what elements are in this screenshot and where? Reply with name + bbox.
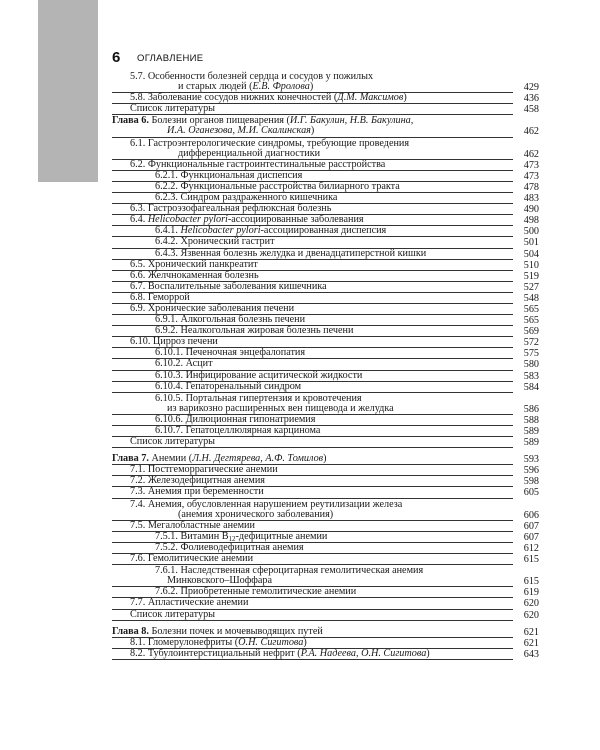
toc-entry [112, 104, 539, 115]
toc-text: 7.7. Апластические анемии [130, 597, 249, 609]
toc-text: и старых людей ( [178, 81, 253, 93]
toc-text: 7.1. Постгеморрагические анемии [130, 464, 278, 476]
page-number: 6 [112, 49, 121, 66]
toc-page-number: 605 [523, 487, 539, 499]
toc-page-number: 473 [523, 159, 539, 171]
toc-page-number: 615 [523, 554, 539, 566]
toc-page-number: 621 [523, 626, 539, 638]
toc-page-number: 565 [523, 303, 539, 315]
toc-text: 6.2.3. Синдром раздраженного кишечника [155, 192, 338, 204]
toc-text: Список литературы [130, 103, 216, 115]
toc-text: Минковского–Шоффара [167, 575, 273, 587]
toc-page-number: 607 [523, 520, 539, 532]
toc-text: 6.4.1. [155, 225, 181, 237]
toc-page-number: 572 [523, 337, 539, 349]
toc-text: 6.2.2. Функциональные расстройства билиарного тракта [155, 180, 400, 192]
toc-page-number: 586 [523, 403, 539, 415]
toc-page-number: 619 [523, 587, 539, 599]
toc-text: из варикозно расширенных вен пищевода и желудка [167, 402, 394, 414]
toc-text: 6.10.6. Дилюционная гипонатриемия [155, 413, 316, 425]
toc-text: 7.4. Анемия, обусловленная нарушением реутилизации железа [130, 498, 403, 510]
toc-text: -дефицитные анемии [235, 530, 328, 542]
toc-entry-title [112, 609, 513, 621]
toc-page-number: 436 [523, 93, 539, 105]
toc-text: 6.10. Цирроз печени [130, 336, 218, 348]
toc-text: -ассоциированные заболевания [227, 214, 364, 226]
toc-text: дифференциальной диагностики [178, 147, 321, 159]
toc-page-number: 500 [523, 226, 539, 238]
toc-entry-title [112, 486, 513, 498]
gray-thumb-tab [38, 0, 98, 182]
toc-text: Список литературы [130, 436, 216, 448]
toc-text: 6.1. Гастроэнтерологические синдромы, требующие проведения [130, 137, 410, 149]
toc-text: 6.5. Хронический панкреатит [130, 258, 258, 270]
toc-text: 7.6.1. Наследственная сфероцитарная гемолитическая анемия [155, 565, 424, 577]
toc-page-number: 615 [523, 576, 539, 588]
toc-page-number: 575 [523, 348, 539, 360]
toc-page-number: 612 [523, 542, 539, 554]
toc-text: 7.5. Мегалобластные анемии [130, 519, 255, 531]
toc-page-number: 519 [523, 270, 539, 282]
toc-page-number: 598 [523, 476, 539, 488]
toc-text: 7.5.1. Витамин B [155, 530, 229, 542]
toc-text: 7.6. Гемолитические анемии [130, 553, 254, 565]
toc-page-number: 588 [523, 414, 539, 426]
toc-text: ) [310, 125, 315, 137]
table-of-contents [112, 71, 539, 660]
toc-entry-title [112, 103, 513, 115]
toc-page-number: 462 [523, 148, 539, 160]
toc-text: 6.3. Гастроэзофагеальная рефлюксная болезнь [130, 203, 332, 215]
toc-page-number: 589 [523, 426, 539, 437]
toc-page-number: 593 [523, 454, 539, 466]
author-names: И.А. Оганезова, М.И. Скалинская [167, 125, 311, 137]
toc-text: 12 [228, 534, 236, 543]
toc-page-number: 565 [523, 315, 539, 327]
toc-page-number: 607 [523, 531, 539, 543]
toc-text: 6.4. [130, 214, 148, 226]
toc-text: -ассоциированная диспепсия [260, 225, 387, 237]
toc-text: ) [309, 81, 314, 93]
toc-text: 7.3. Анемия при беременности [130, 486, 264, 498]
toc-page-number: 483 [523, 193, 539, 205]
author-names: Helicobacter pylori [180, 225, 261, 237]
toc-entry-title [112, 436, 513, 448]
toc-text: ) [403, 92, 407, 104]
toc-text: 7.5.2. Фолиеводефицитная анемия [155, 541, 304, 553]
toc-entry-title [112, 381, 513, 393]
toc-text: 6.4.2. Хронический гастрит [155, 236, 275, 248]
toc-page-number: 548 [523, 292, 539, 304]
author-names: О.Н. Сигитова [238, 636, 304, 648]
toc-text: 8.2. Тубулоинтерстициальный нефрит ( [130, 647, 301, 659]
author-names: Е.В. Фролова [252, 81, 310, 93]
toc-entry [112, 487, 539, 498]
toc-text: 6.10.5. Портальная гипертензия и кровотечения [155, 392, 362, 404]
running-title: ОГЛАВЛЕНИЕ [137, 53, 204, 64]
toc-text: 6.7. Воспалительные заболевания кишечника [130, 280, 327, 292]
toc-page-number: 643 [523, 648, 539, 660]
toc-text: 5.8. Заболевание сосудов нижних конечностей ( [130, 92, 338, 104]
toc-text: ) [323, 453, 327, 465]
toc-text: 6.10.4. Гепаторенальный синдром [155, 380, 302, 392]
toc-text: 7.2. Железодефицитная анемия [130, 475, 265, 487]
toc-page-number: 429 [523, 82, 539, 94]
author-names: Helicobacter pylori [147, 214, 228, 226]
toc-page-number: 473 [523, 170, 539, 182]
toc-text: 6.9.2. Неалкогольная жировая болезнь печени [155, 325, 354, 337]
toc-text: ) [426, 647, 430, 659]
toc-entry [112, 382, 539, 393]
toc-text: 6.6. Желчнокаменная болезнь [130, 269, 259, 281]
toc-entry-title [112, 648, 513, 660]
toc-page-number: 596 [523, 465, 539, 477]
toc-entry [112, 610, 539, 621]
toc-text: 6.2. Функциональные гастроинтестинальные расстройства [130, 158, 386, 170]
toc-entry [112, 126, 539, 137]
toc-page-number: 490 [523, 204, 539, 216]
author-names: Л.Н. Дегтярева, А.Ф. Томилов [192, 453, 324, 465]
toc-text: 5.7. Особенности болезней сердца и сосудов у пожилых [130, 71, 374, 82]
toc-entry [112, 437, 539, 448]
author-names: И.Г. Бакулин, Н.В. Бакулина, [289, 115, 414, 127]
toc-page-number: 478 [523, 181, 539, 193]
toc-text: 6.4.3. Язвенная болезнь желудка и двенадцатиперстной кишки [155, 247, 427, 259]
toc-entry [112, 554, 539, 565]
toc-page-number: 580 [523, 359, 539, 371]
toc-text: 8.1. Гломерулонефриты ( [130, 636, 239, 648]
toc-page-number: 498 [523, 215, 539, 227]
toc-page-number: 584 [523, 381, 539, 393]
author-names: Р.А. Надеева, О.Н. Сигитова [300, 647, 427, 659]
toc-page-number: 569 [523, 326, 539, 338]
toc-page-number: 620 [523, 609, 539, 621]
toc-page-number: 458 [523, 104, 539, 116]
toc-entry-title [112, 125, 513, 137]
toc-text: (анемия хронического заболевания) [178, 508, 334, 520]
toc-text: 6.10.3. Инфицирование асцитической жидкости [155, 369, 363, 381]
toc-page-number: 510 [523, 259, 539, 271]
toc-text: ) [303, 636, 307, 648]
toc-text: 6.2.1. Функциональная диспепсия [155, 169, 303, 181]
toc-text: Болезни органов пищеварения ( [148, 115, 290, 127]
toc-page-number: 501 [523, 237, 539, 249]
author-names: Д.М. Максимов [337, 92, 404, 104]
toc-text: 6.10.7. Гепатоцеллюлярная карцинома [155, 425, 321, 436]
chapter-label: Глава 7. [112, 453, 149, 465]
toc-entry-title [112, 553, 513, 565]
toc-page-number: 527 [523, 281, 539, 293]
toc-page-number: 606 [523, 509, 539, 521]
toc-entry [112, 649, 539, 660]
toc-text: Болезни почек и мочевыводящих путей [148, 625, 323, 637]
toc-page-number: 504 [523, 248, 539, 260]
chapter-label: Глава 6. [112, 115, 149, 127]
toc-text: 6.10.2. Асцит [155, 358, 213, 370]
toc-text: 6.8. Геморрой [130, 291, 190, 303]
toc-text: 6.9. Хронические заболевания печени [130, 302, 295, 314]
toc-page-number: 583 [523, 370, 539, 382]
toc-text: 7.6.2. Приобретенные гемолитические анемии [155, 586, 357, 598]
toc-text: Анемии ( [148, 453, 193, 465]
toc-page-number: 621 [523, 637, 539, 649]
chapter-label: Глава 8. [112, 625, 149, 637]
toc-text: 6.9.1. Алкогольная болезнь печени [155, 314, 306, 326]
toc-page-number: 462 [523, 126, 539, 138]
toc-text: Список литературы [130, 608, 216, 620]
toc-text: 6.10.1. Печеночная энцефалопатия [155, 347, 306, 359]
toc-page-number: 620 [523, 598, 539, 610]
toc-page-number: 589 [523, 437, 539, 449]
